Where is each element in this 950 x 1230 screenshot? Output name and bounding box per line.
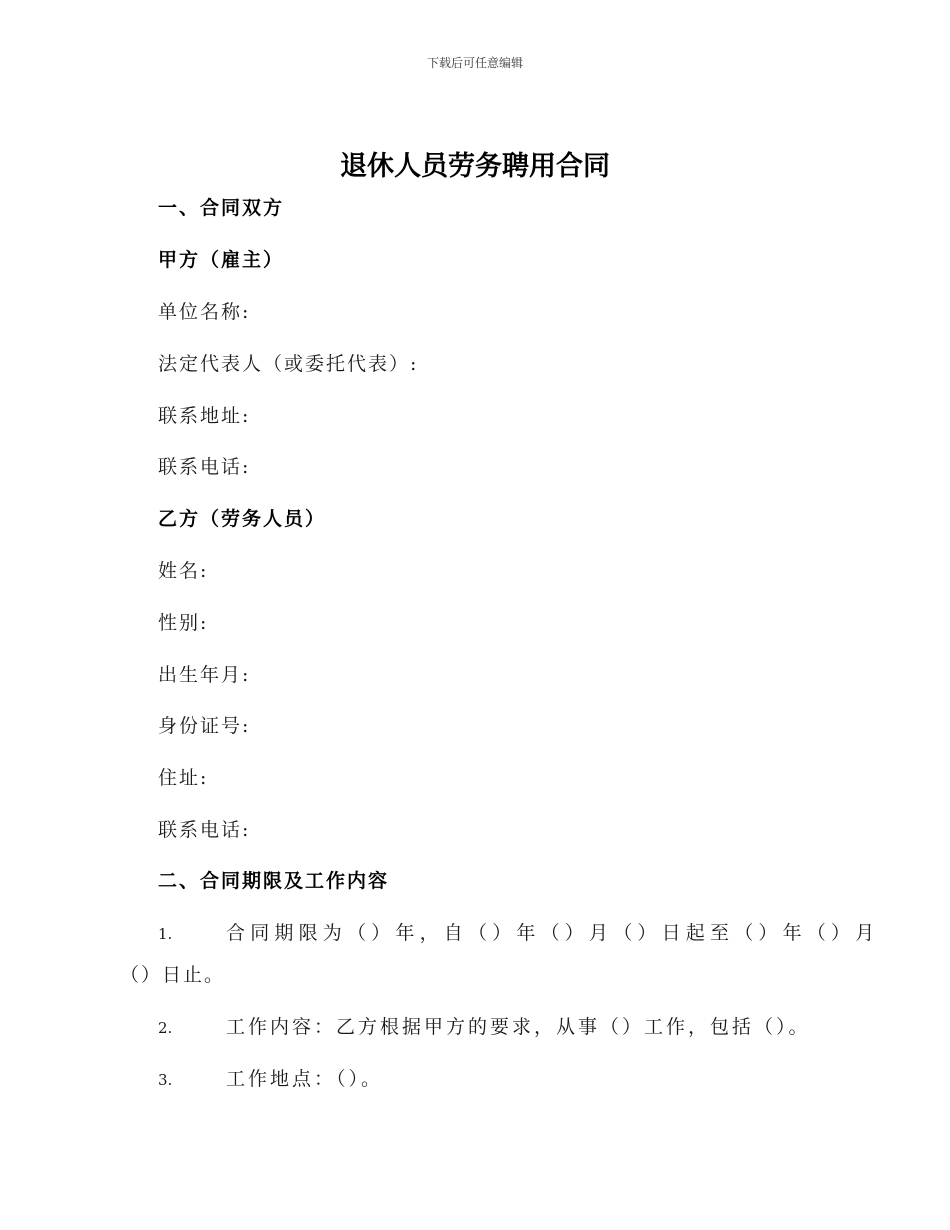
document-title: 退休人员劳务聘用合同 bbox=[340, 151, 610, 182]
item-2 bbox=[158, 1012, 811, 1039]
party-b-heading: 乙方（劳务人员） bbox=[158, 508, 327, 530]
item-1 bbox=[158, 918, 879, 945]
party-b-field-address: 住址: bbox=[158, 767, 209, 789]
item-2-number: 2. bbox=[158, 1019, 173, 1037]
party-a-field-legal-rep: 法定代表人（或委托代表）: bbox=[158, 353, 419, 375]
party-b-field-phone: 联系电话: bbox=[158, 819, 251, 841]
item-1-continuation: （）日止。 bbox=[120, 964, 226, 986]
party-a-field-phone: 联系电话: bbox=[158, 456, 251, 478]
item-3-number: 3. bbox=[158, 1071, 173, 1089]
item-2-text: 工作内容：乙方根据甲方的要求，从事（）工作，包括（）。 bbox=[226, 1016, 811, 1038]
section-2-heading: 二、合同期限及工作内容 bbox=[158, 870, 390, 892]
party-b-field-name: 姓名: bbox=[158, 560, 209, 582]
party-b-field-birth: 出生年月: bbox=[158, 664, 251, 686]
party-a-heading: 甲方（雇主） bbox=[158, 249, 285, 271]
item-1-text: 合同期限为（）年，自（）年（）月（）日起至（）年（）月 bbox=[226, 922, 880, 944]
header-note: 下载后可任意编辑 bbox=[426, 56, 523, 70]
item-3 bbox=[158, 1064, 383, 1091]
section-1-heading: 一、合同双方 bbox=[158, 197, 285, 219]
party-b-field-gender: 性别: bbox=[158, 612, 209, 634]
party-b-field-id-number: 身份证号: bbox=[158, 715, 251, 737]
item-1-number: 1. bbox=[158, 925, 173, 943]
item-3-text: 工作地点：（）。 bbox=[226, 1068, 384, 1090]
party-a-field-address: 联系地址: bbox=[158, 405, 251, 427]
party-a-field-unit-name: 单位名称: bbox=[158, 301, 251, 323]
